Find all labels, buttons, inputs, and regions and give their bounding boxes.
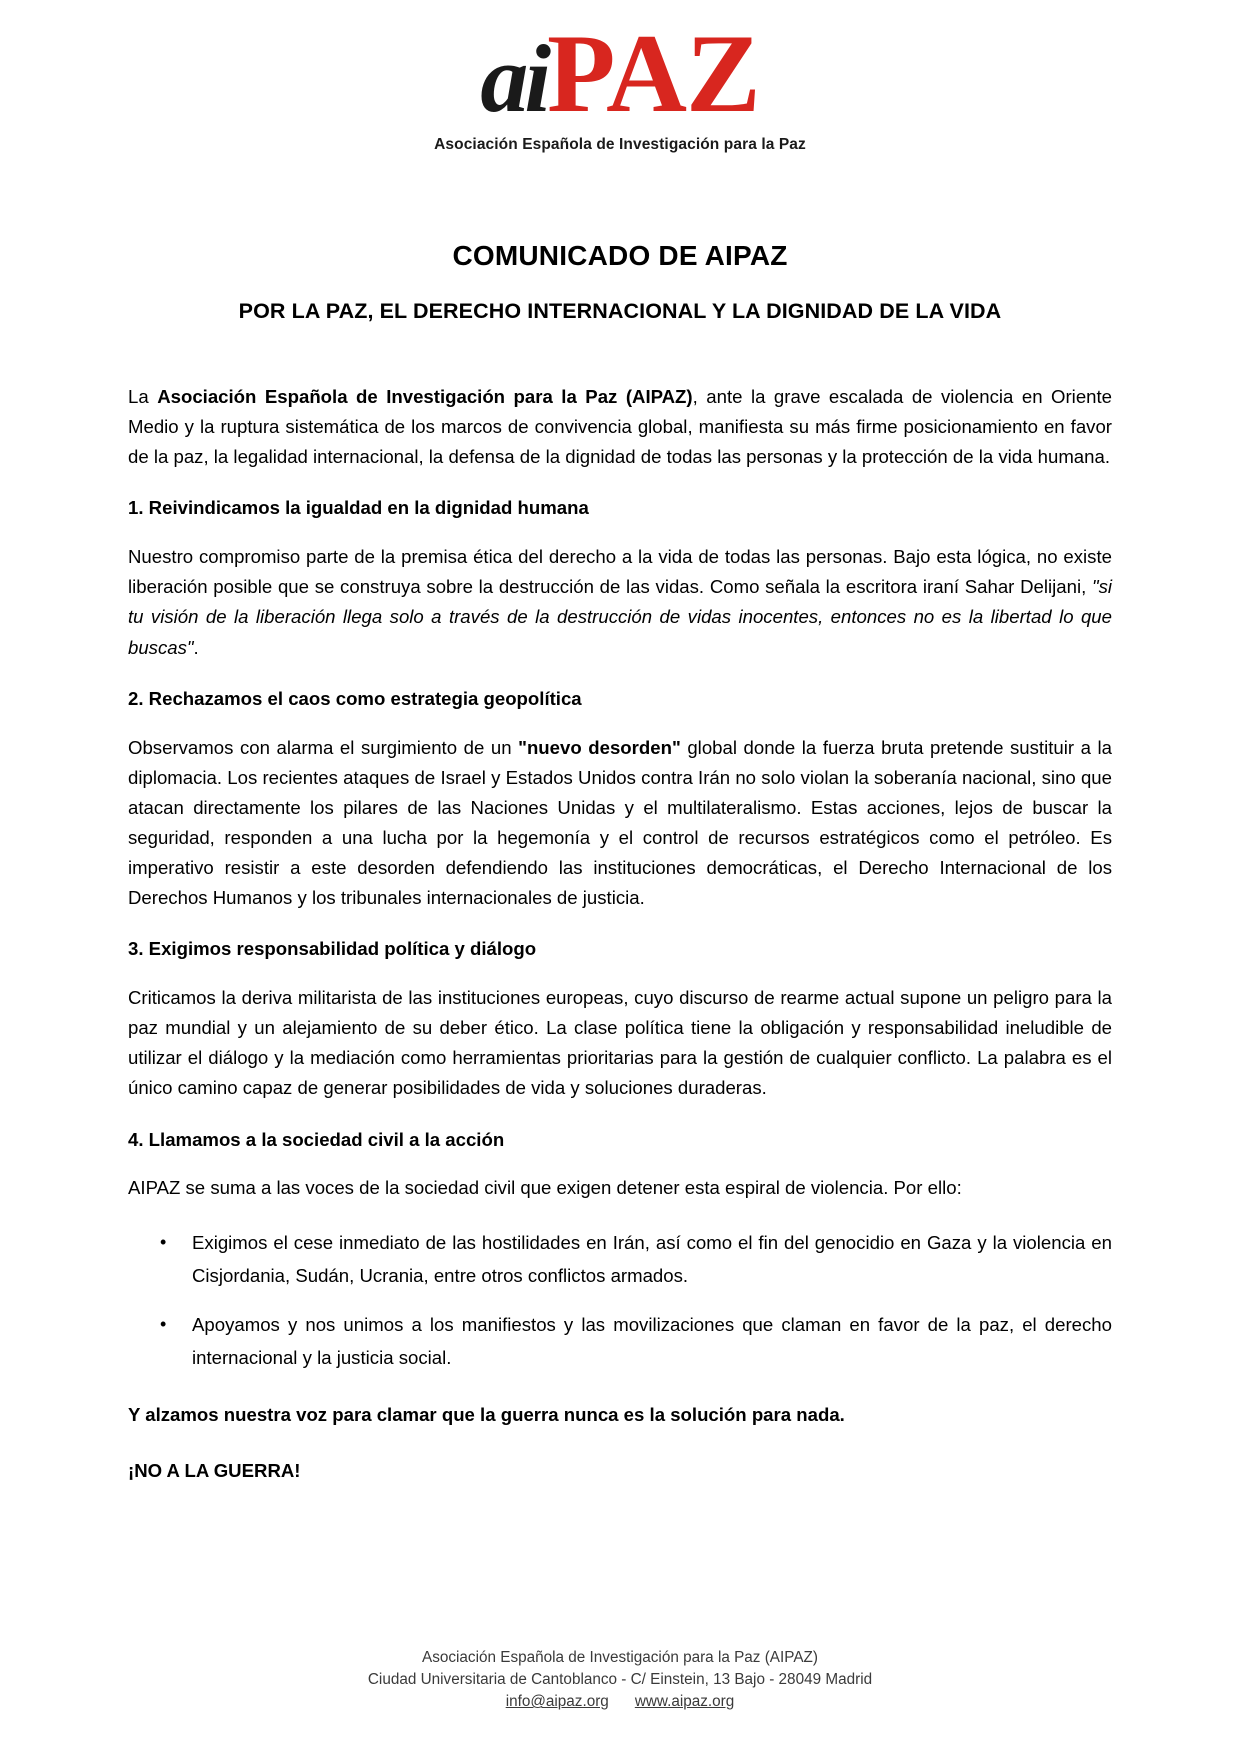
page-title: COMUNICADO DE AIPAZ	[452, 240, 788, 271]
footer-org-name: Asociación Española de Investigación para la Paz (AIPAZ)	[422, 1648, 818, 1666]
intro-rest: , ante la grave escalada de violencia en Oriente Medio y la ruptura sistemática de los marcos de convivencia global, manifiesta su más firme posicionamiento en favor de la paz, la legalidad internacional, la defensa de la dignidad de todas las personas y la protección de la vida humana.	[128, 386, 1113, 468]
list-item	[160, 1226, 1112, 1292]
delijani-quote: "si tu visión de la liberación llega solo a través de la destrucción de vidas inocentes, entonces no es la libertad lo que buscas"	[128, 576, 1112, 658]
list-item	[160, 1308, 1112, 1374]
page-footer	[0, 1647, 1240, 1713]
page-subtitle: POR LA PAZ, EL DERECHO INTERNACIONAL Y LA DIGNIDAD DE LA VIDA	[238, 299, 1002, 323]
closing-statement: Y alzamos nuestra voz para clamar que la guerra nunca es la solución para nada.	[128, 1403, 845, 1425]
section-2-text-pre: Observamos con alarma el surgimiento de un	[128, 736, 519, 758]
document-body	[0, 324, 1240, 1486]
nuevo-desorden-emphasis: "nuevo desorden"	[518, 736, 681, 758]
bullet-icon: •	[160, 1313, 167, 1334]
section-1-text-post: .	[193, 636, 199, 658]
logo-tagline: Asociación Española de Investigación para la Paz	[434, 136, 806, 153]
logo-text-paz: PAZ	[546, 12, 760, 136]
section-heading-4: 4. Llamamos a la sociedad civil a la acción	[128, 1128, 505, 1150]
logo-wordmark	[0, 12, 1240, 136]
aipaz-logo	[0, 0, 1240, 154]
section-paragraph-3: Criticamos la deriva militarista de las instituciones europeas, cuyo discurso de rearme actual supone un peligro para la paz mundial y un alejamiento de su deber ético. La clase política tiene la obligación y responsabilidad ineludible de utilizar el diálogo y la mediación como herramientas prioritarias para la gestión de cualquier conflicto. La palabra es el único camino capaz de generar posibilidades de vida y soluciones duraderas.	[128, 987, 1112, 1099]
bullet-icon: •	[160, 1231, 167, 1252]
section-heading-2: 2. Rechazamos el caos como estrategia geopolítica	[128, 687, 582, 709]
section-2-text-post: global donde la fuerza bruta pretende sustituir a la diplomacia. Los recientes ataques de Israel y Estados Unidos contra Irán no solo violan la soberanía nacional, sino que atacan directamente los pilares de las Naciones Unidas y el multilateralismo. Estas acciones, lejos de buscar la seguridad, responden a una lucha por la hegemonía y el control de recursos estratégicos como el petróleo. Es imperativo resistir a este desorden defendiendo las instituciones democráticas, el Derecho Internacional de los Derechos Humanos y los tribunales internacionales de justicia.	[128, 736, 1113, 909]
section-paragraph-2	[128, 733, 1112, 914]
section-1-text-pre: Nuestro compromiso parte de la premisa ética del derecho a la vida de todas las personas. Bajo esta lógica, no existe liberación posible que se construya sobre la destrucción de las vidas. Como señala la escritora iraní Sahar Delijani,	[128, 546, 1112, 598]
intro-lead-plain: La	[128, 386, 158, 407]
intro-org-name: Asociación Española de Investigación para la Paz (AIPAZ)	[157, 386, 693, 407]
footer-email-link[interactable]: info@aipaz.org	[505, 1693, 609, 1711]
list-item-text: Exigimos el cese inmediato de las hostilidades en Irán, así como el fin del genocidio en Gaza y la violencia en Cisjordania, Sudán, Ucrania, entre otros conflictos armados.	[192, 1231, 1112, 1286]
section-paragraph-4: AIPAZ se suma a las voces de la sociedad civil que exigen detener esta espiral de violencia. Por ello:	[128, 1177, 962, 1199]
slogan-no-a-la-guerra: ¡NO A LA GUERRA!	[128, 1460, 301, 1482]
logo-text-ai: ai	[480, 25, 547, 132]
footer-address: Ciudad Universitaria de Cantoblanco - C/ Einstein, 13 Bajo - 28049 Madrid	[367, 1670, 873, 1688]
footer-website-link[interactable]: www.aipaz.org	[634, 1693, 735, 1711]
intro-paragraph	[128, 382, 1112, 472]
list-item-text: Apoyamos y nos unimos a los manifiestos y las movilizaciones que claman en favor de la paz, el derecho internacional y la justicia social.	[192, 1313, 1112, 1368]
section-paragraph-1	[128, 542, 1112, 662]
demands-list	[128, 1226, 1112, 1374]
section-heading-1: 1. Reivindicamos la igualdad en la dignidad humana	[128, 497, 589, 519]
footer-links	[0, 1691, 1240, 1713]
section-heading-3: 3. Exigimos responsabilidad política y diálogo	[128, 938, 537, 960]
